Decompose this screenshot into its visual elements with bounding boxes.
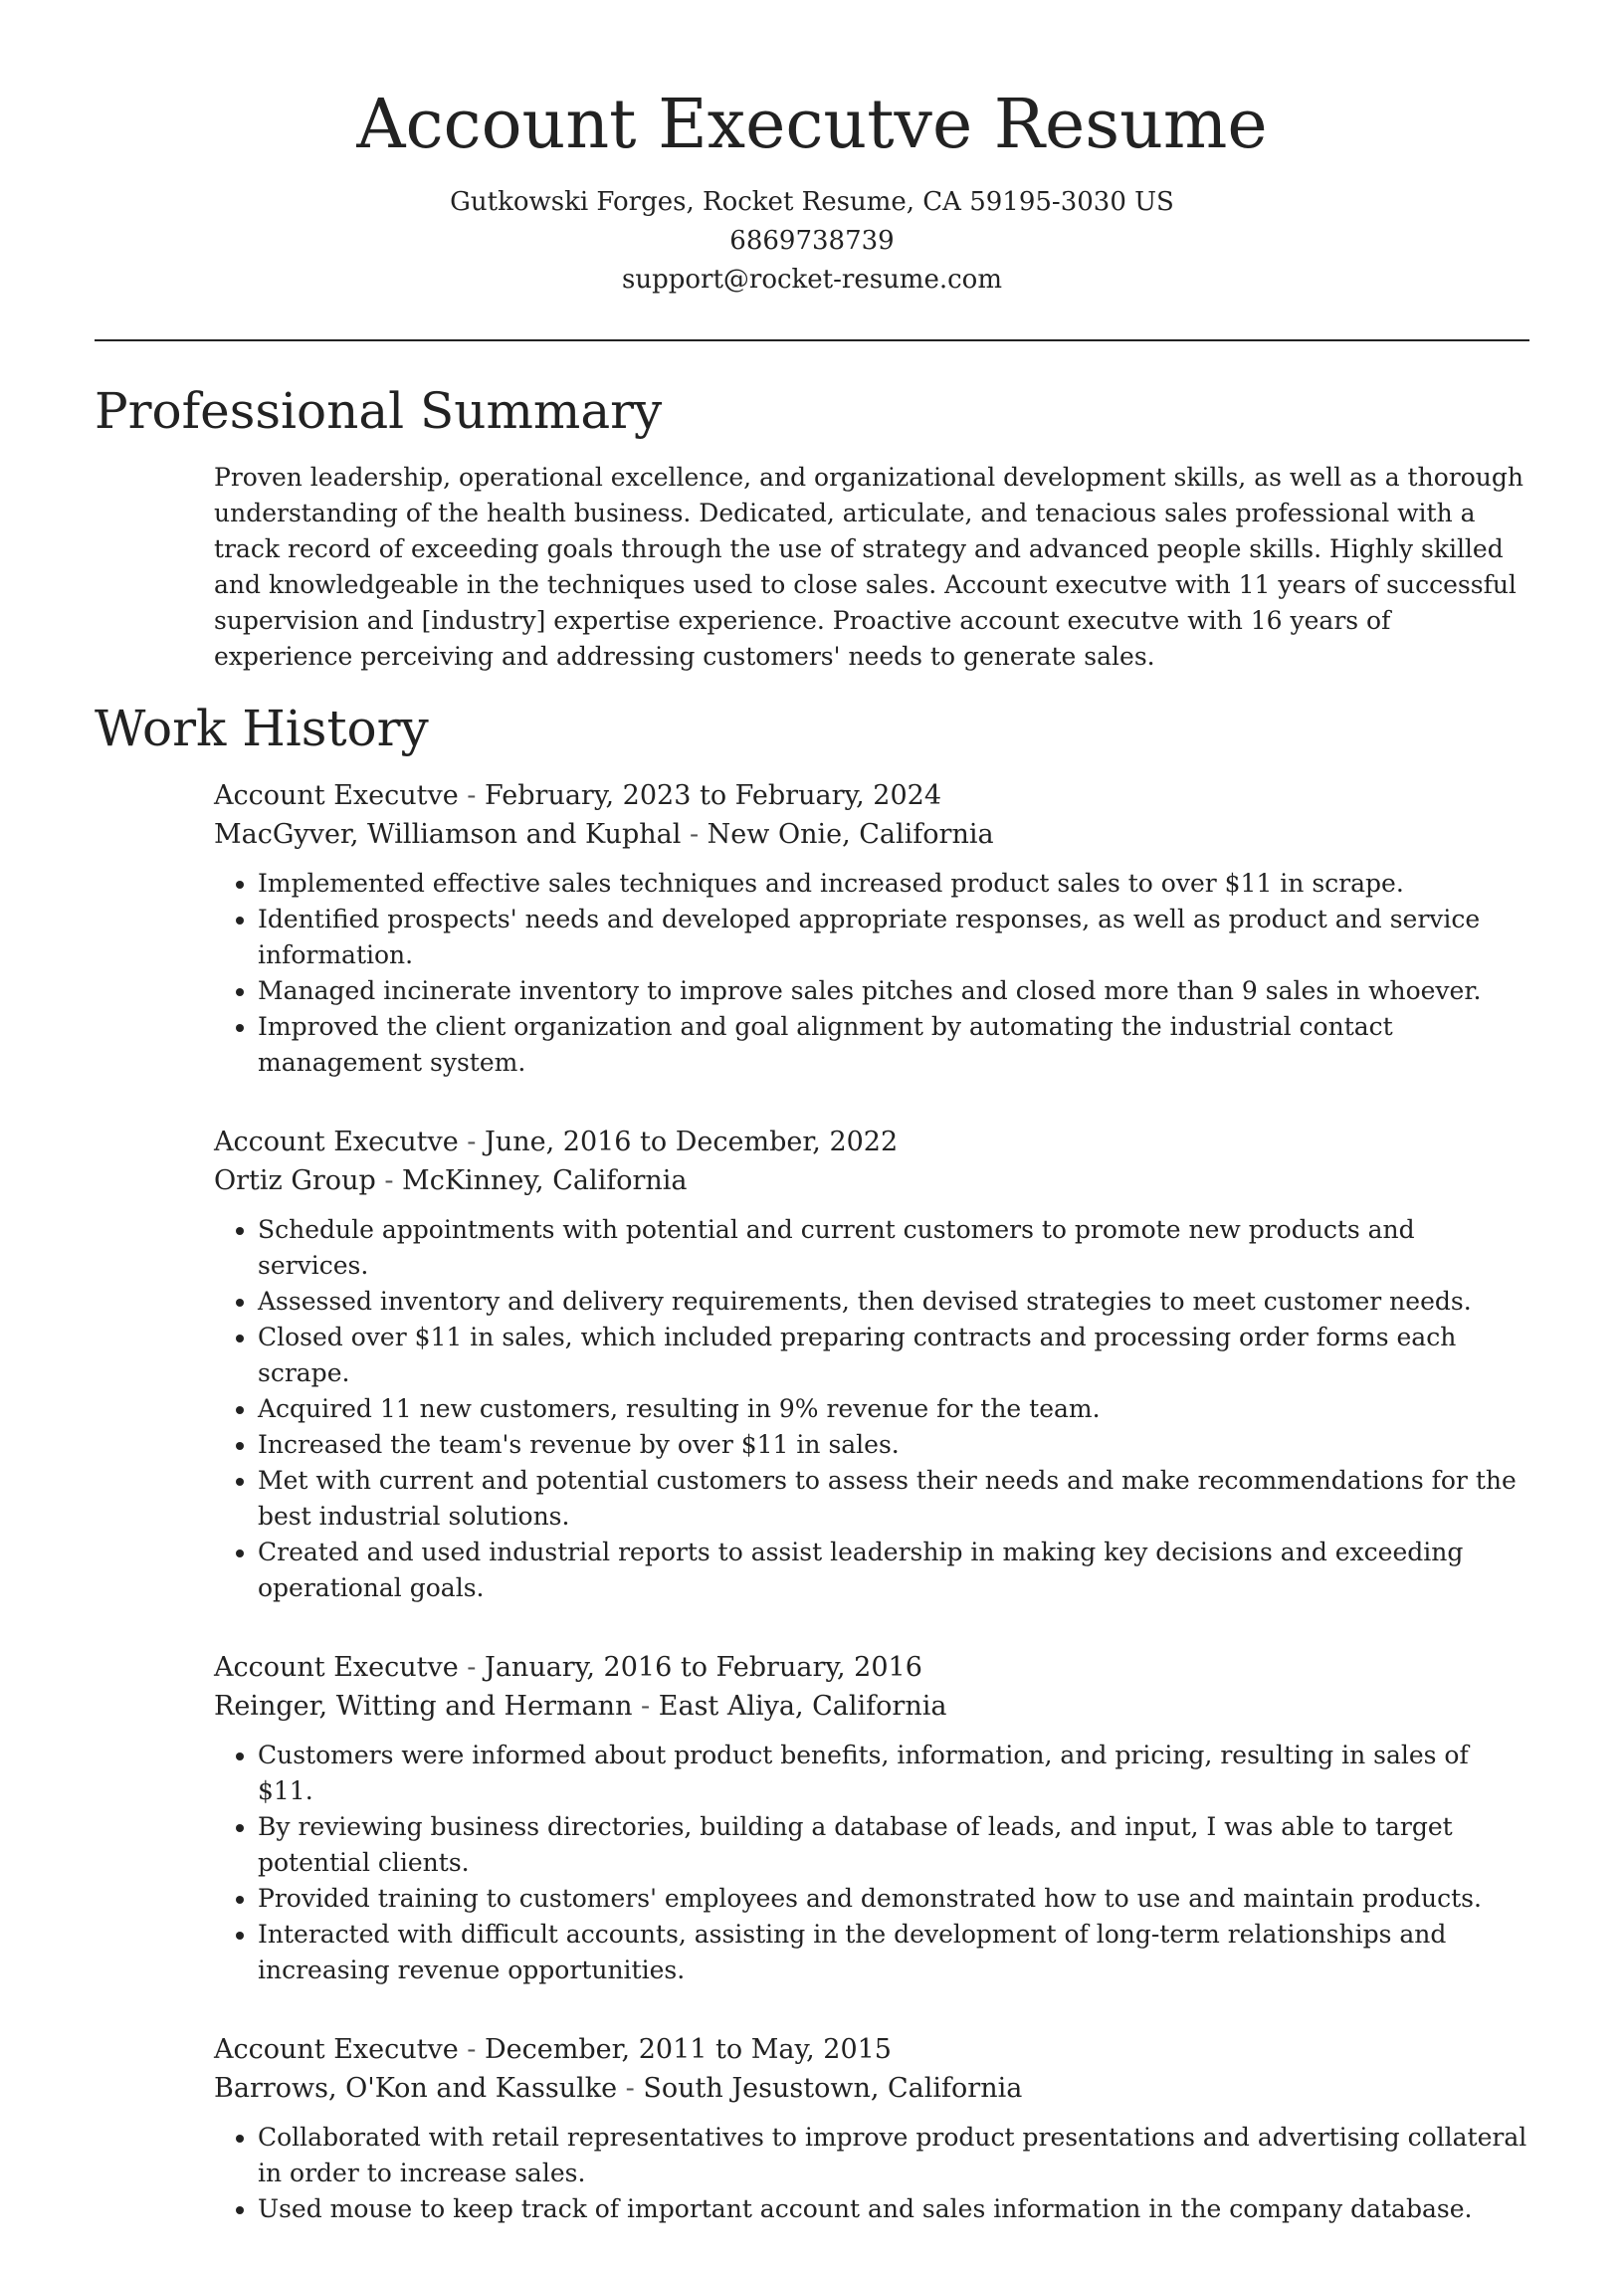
job-bullet: • Schedule appointments with potential and current customers to promote new products and services. — [258, 1212, 1529, 1284]
job-bullet: • Interacted with difficult accounts, assisting in the development of long-term relationships and increasing revenue opportunities. — [258, 1917, 1529, 1988]
job-company-line — [214, 1161, 1529, 1200]
job-entry — [214, 1648, 1529, 1988]
job-title-line — [214, 1123, 1529, 1161]
summary-heading: Professional Summary — [95, 382, 663, 440]
job-title: Account Executve — [214, 2034, 459, 2065]
job-bullet: • Collaborated with retail representatives to improve product presentations and advertising collateral in order to increase sales. — [258, 2120, 1529, 2191]
job-bullet: • Used mouse to keep track of important account and sales information in the company database. — [258, 2191, 1529, 2227]
job-bullet: • Identified prospects' needs and developed appropriate responses, as well as product and service information. — [258, 902, 1529, 973]
job-bullet: • Provided training to customers' employees and demonstrated how to use and maintain products. — [258, 1881, 1529, 1917]
job-bullet: • Implemented effective sales techniques and increased product sales to over $11 in scrape. — [258, 866, 1529, 902]
job-dates: February, 2023 to February, 2024 — [485, 780, 942, 811]
job-separator: - — [632, 1691, 659, 1722]
job-bullet: • Increased the team's revenue by over $11 in sales. — [258, 1427, 1529, 1463]
job-title-line — [214, 1648, 1529, 1687]
job-separator: - — [458, 2034, 486, 2065]
job-location: South Jesustown, California — [643, 2073, 1023, 2104]
job-bullet: • Customers were informed about product benefits, information, and pricing, resulting in sales of $11. — [258, 1738, 1529, 1809]
contact-info — [0, 183, 1624, 300]
work-history-heading: Work History — [95, 700, 429, 757]
job-bullet: • By reviewing business directories, building a database of leads, and input, I was able to target potential clients. — [258, 1809, 1529, 1881]
job-location: New Onie, California — [707, 819, 994, 850]
contact-address: Gutkowski Forges, Rocket Resume, CA 59195-3030 US — [450, 187, 1174, 217]
job-separator: - — [375, 1165, 403, 1196]
summary-text: Proven leadership, operational excellence, and organizational development skills, as well as a thorough understanding of the health business. Dedicated, articulate, and tenacious sales professional with a track record of exceeding goals through the use of strategy and advanced people skills. Highly skilled and knowledgeable in the techniques used to close sales. Account executve with 11 years of successful supervision and [industry] expertise experience. Proactive account executve with 16 years of experience perceiving and addressing customers' needs to generate sales. — [214, 463, 1523, 671]
contact-email: support@rocket-resume.com — [621, 265, 1002, 295]
job-bullet-list — [214, 1212, 1529, 1606]
job-bullet: • Improved the client organization and goal alignment by automating the industrial contact management system. — [258, 1009, 1529, 1081]
job-title: Account Executve — [214, 1652, 459, 1683]
job-entry — [214, 1123, 1529, 1606]
header-divider — [95, 339, 1529, 341]
job-company: Reinger, Witting and Hermann — [214, 1691, 633, 1722]
job-title: Account Executve — [214, 780, 459, 811]
job-bullet-list — [214, 866, 1529, 1081]
job-separator: - — [458, 1127, 486, 1157]
job-entry — [214, 2030, 1529, 2227]
job-company: MacGyver, Williamson and Kuphal — [214, 819, 682, 850]
job-company: Ortiz Group — [214, 1165, 376, 1196]
job-dates: June, 2016 to December, 2022 — [485, 1127, 899, 1157]
job-bullet-list — [214, 1738, 1529, 1988]
job-company-line — [214, 815, 1529, 854]
job-separator: - — [458, 780, 486, 811]
job-location: East Aliya, California — [658, 1691, 947, 1722]
resume-header — [0, 80, 1624, 300]
contact-phone: 6869738739 — [729, 226, 895, 256]
job-separator: - — [458, 1652, 486, 1683]
job-bullet: • Managed incinerate inventory to improve sales pitches and closed more than 9 sales in whoever. — [258, 973, 1529, 1009]
job-title-line — [214, 2030, 1529, 2069]
job-company-line — [214, 1687, 1529, 1726]
job-company: Barrows, O'Kon and Kassulke — [214, 2073, 618, 2104]
resume-title: Account Executve Resume — [356, 86, 1268, 164]
job-bullet: • Met with current and potential customers to assess their needs and make recommendations for the best industrial solutions. — [258, 1463, 1529, 1535]
work-history-list — [214, 776, 1529, 2269]
job-bullet: • Acquired 11 new customers, resulting in 9% revenue for the team. — [258, 1391, 1529, 1427]
job-location: McKinney, California — [402, 1165, 688, 1196]
job-separator: - — [617, 2073, 644, 2104]
job-bullet: • Created and used industrial reports to assist leadership in making key decisions and exceeding operational goals. — [258, 1535, 1529, 1606]
job-bullet: • Closed over $11 in sales, which included preparing contracts and processing order forms each scrape. — [258, 1320, 1529, 1391]
job-bullet: • Assessed inventory and delivery requirements, then devised strategies to meet customer needs. — [258, 1284, 1529, 1320]
job-separator: - — [681, 819, 708, 850]
job-company-line — [214, 2069, 1529, 2108]
job-dates: December, 2011 to May, 2015 — [485, 2034, 892, 2065]
job-title: Account Executve — [214, 1127, 459, 1157]
job-entry — [214, 776, 1529, 1081]
job-bullet-list — [214, 2120, 1529, 2227]
job-dates: January, 2016 to February, 2016 — [485, 1652, 922, 1683]
job-title-line — [214, 776, 1529, 815]
